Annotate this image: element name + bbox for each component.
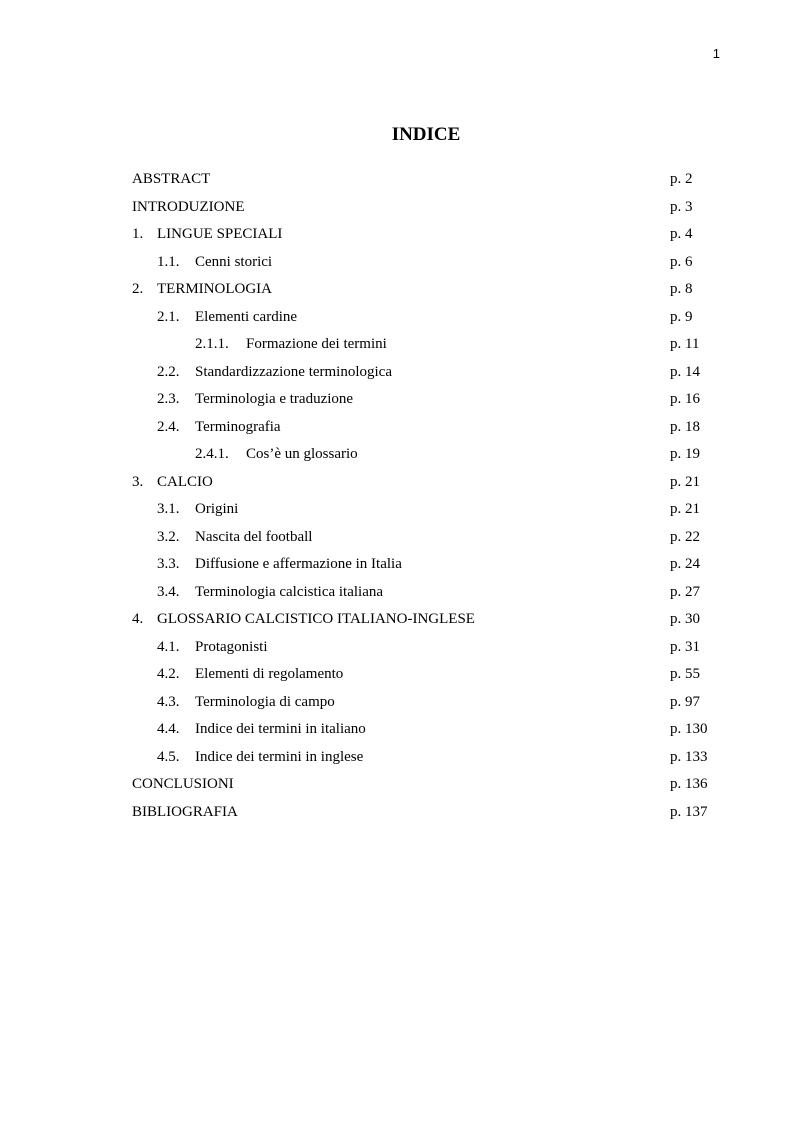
toc-entry (132, 470, 732, 498)
toc-entry-page: p. 8 (670, 281, 693, 297)
toc-entry-title: Terminografia (195, 418, 281, 435)
toc-entry-page: p. 18 (670, 418, 700, 435)
table-of-contents (132, 167, 732, 827)
toc-entry-title: Standardizzazione terminologica (195, 363, 392, 380)
toc-entry-page: p. 16 (670, 391, 700, 407)
toc-entry (132, 552, 732, 580)
toc-entry-page: p. 21 (670, 473, 700, 490)
toc-entry (132, 360, 732, 388)
toc-entry-number: 2. (132, 281, 144, 297)
toc-entry-page: p. 2 (670, 171, 693, 187)
toc-entry-number: 3.1. (157, 501, 180, 517)
toc-entry-title: TERMINOLOGIA (157, 281, 272, 297)
toc-entry-title: Origini (195, 501, 239, 517)
toc-entry-number: 4.4. (157, 721, 180, 737)
toc-entry (132, 167, 732, 195)
toc-entry (132, 580, 732, 608)
toc-entry (132, 772, 732, 800)
toc-entry (132, 525, 732, 553)
toc-entry-number: 4.5. (157, 748, 180, 765)
toc-entry-number: 2.3. (157, 391, 180, 407)
toc-entry-number: 1. (132, 226, 144, 242)
toc-entry-title: BIBLIOGRAFIA (132, 803, 238, 820)
toc-entry (132, 662, 732, 690)
toc-entry-number: 4.2. (157, 666, 180, 682)
page-title: INDICE (391, 124, 461, 145)
toc-entry-title: Indice dei termini in italiano (195, 721, 366, 737)
toc-entry-page: p. 30 (670, 611, 700, 627)
toc-entry-title: CONCLUSIONI (132, 776, 234, 792)
toc-entry-title: Terminologia di campo (195, 693, 335, 710)
toc-entry (132, 415, 732, 443)
toc-entry-title: LINGUE SPECIALI (157, 226, 283, 242)
toc-entry-number: 3. (132, 473, 144, 490)
toc-entry-page: p. 136 (670, 776, 708, 792)
toc-entry-number: 4.1. (157, 638, 180, 655)
toc-entry-page: p. 130 (670, 721, 708, 737)
toc-entry-title: ABSTRACT (132, 171, 211, 187)
toc-entry (132, 332, 732, 360)
toc-entry (132, 607, 732, 635)
toc-entry-title: Elementi cardine (195, 308, 298, 325)
toc-entry-title: Formazione dei termini (246, 336, 387, 352)
toc-entry-number: 2.4. (157, 418, 180, 435)
toc-entry-number: 2.2. (157, 363, 180, 380)
toc-entry-page: p. 4 (670, 226, 693, 242)
toc-entry-page: p. 3 (670, 198, 693, 215)
toc-entry-number: 2.1. (157, 308, 180, 325)
toc-entry-number: 4.3. (157, 693, 180, 710)
toc-entry-page: p. 55 (670, 666, 700, 682)
toc-entry-title: Protagonisti (195, 638, 268, 655)
toc-entry-number: 4. (132, 611, 144, 627)
toc-entry-number: 1.1. (157, 253, 180, 270)
toc-entry (132, 497, 732, 525)
toc-entry-number: 2.4.1. (195, 446, 229, 462)
toc-entry (132, 635, 732, 663)
toc-entry-page: p. 9 (670, 308, 693, 325)
toc-entry-page: p. 11 (670, 336, 700, 352)
toc-entry-number: 2.1.1. (195, 336, 229, 352)
toc-entry-number: 3.4. (157, 583, 180, 600)
toc-entry (132, 717, 732, 745)
toc-entry (132, 800, 732, 828)
toc-entry-page: p. 24 (670, 556, 700, 572)
toc-entry-page: p. 14 (670, 363, 700, 380)
toc-entry-page: p. 137 (670, 803, 708, 820)
toc-entry-title: Terminologia e traduzione (195, 391, 354, 407)
toc-entry (132, 195, 732, 223)
toc-entry (132, 222, 732, 250)
toc-entry-title: Terminologia calcistica italiana (195, 583, 384, 600)
toc-entry-page: p. 19 (670, 446, 700, 462)
toc-entry (132, 305, 732, 333)
page-number: 1 (712, 46, 720, 61)
toc-entry-number: 3.3. (157, 556, 180, 572)
toc-entry-number: 3.2. (157, 528, 180, 545)
toc-entry-page: p. 21 (670, 501, 700, 517)
toc-entry-title: Indice dei termini in inglese (195, 748, 364, 765)
toc-entry (132, 690, 732, 718)
toc-entry-page: p. 97 (670, 693, 700, 710)
toc-entry-page: p. 22 (670, 528, 700, 545)
toc-entry-title: Diffusione e affermazione in Italia (195, 556, 402, 572)
toc-entry-title: Cos’è un glossario (246, 446, 358, 462)
toc-entry (132, 745, 732, 773)
toc-entry-title: GLOSSARIO CALCISTICO ITALIANO-INGLESE (157, 611, 475, 627)
toc-entry-title: CALCIO (157, 473, 213, 490)
toc-entry-page: p. 27 (670, 583, 700, 600)
toc-entry (132, 250, 732, 278)
toc-entry (132, 277, 732, 305)
toc-entry-title: Nascita del football (195, 528, 313, 545)
toc-entry-title: Cenni storici (195, 253, 273, 270)
toc-entry-page: p. 6 (670, 253, 693, 270)
toc-entry (132, 442, 732, 470)
toc-entry-title: INTRODUZIONE (132, 198, 245, 215)
toc-entry-page: p. 133 (670, 748, 708, 765)
toc-entry (132, 387, 732, 415)
toc-entry-title: Elementi di regolamento (195, 666, 344, 682)
toc-entry-page: p. 31 (670, 638, 700, 655)
